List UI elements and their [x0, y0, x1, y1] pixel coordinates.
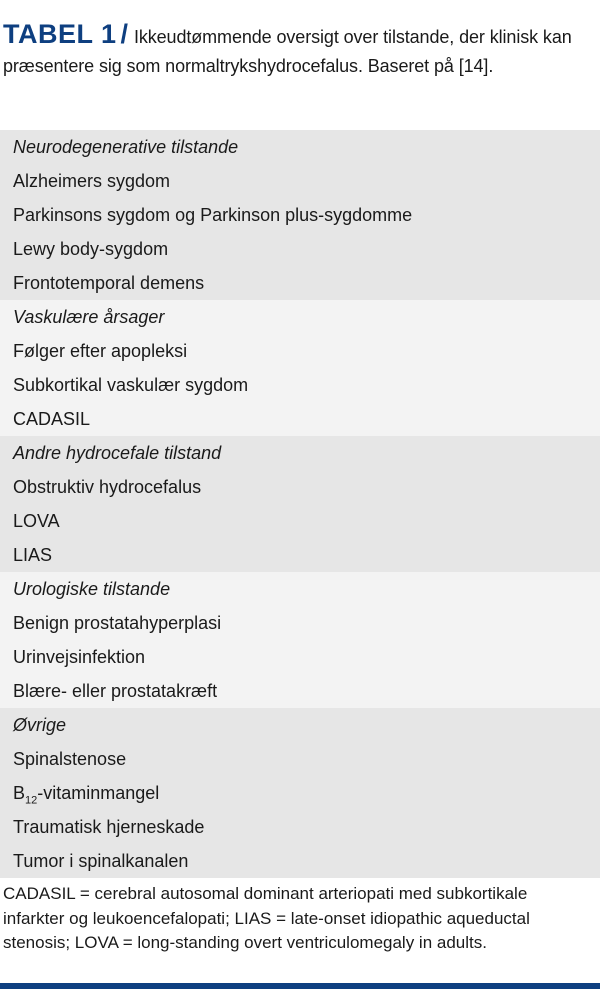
table-caption [3, 20, 583, 81]
table-row-b12 [0, 776, 600, 810]
table-number-label: TABEL 1 [3, 19, 117, 49]
table-row: Frontotemporal demens [13, 273, 205, 293]
table-row: Tumor i spinalkanalen [13, 851, 189, 871]
table-row: Obstruktiv hydrocefalus [13, 477, 202, 497]
group-heading: Neurodegenerative tilstande [13, 137, 239, 157]
table-row: Blære- eller prostatakræft [13, 681, 218, 701]
table-group-hydrocephalic [0, 436, 600, 572]
table-row: CADASIL [13, 409, 91, 429]
table-row: Parkinsons sygdom og Parkinson plus-sygdomme [13, 205, 413, 225]
conditions-table [0, 130, 600, 878]
group-heading: Andre hydrocefale tilstand [13, 443, 222, 463]
b12-suffix: -vitaminmangel [37, 783, 160, 803]
table-footnote: CADASIL = cerebral autosomal dominant arteriopati med subkortikale infarkter og leukoencefalopati; LIAS = late-onset idiopathic aqueductal stenosis; LOVA = long-standing overt ventriculomegaly in adults. [3, 884, 530, 952]
table-row: LIAS [13, 545, 53, 565]
group-heading: Øvrige [13, 715, 67, 735]
group-heading: Vaskulære årsager [13, 307, 165, 327]
table-row: Traumatisk hjerneskade [13, 817, 205, 837]
table-group-neurodegenerative [0, 130, 600, 300]
b12-prefix: B [13, 783, 26, 803]
bottom-rule [0, 983, 600, 989]
group-heading: Urologiske tilstande [13, 579, 171, 599]
table-row: Lewy body-sygdom [13, 239, 169, 259]
table-group-other [0, 708, 600, 878]
table-group-vascular [0, 300, 600, 436]
table-row: Urinvejsinfektion [13, 647, 146, 667]
table-row: Følger efter apopleksi [13, 341, 188, 361]
table-row: Spinalstenose [13, 749, 127, 769]
table-row: Benign prostatahyperplasi [13, 613, 222, 633]
table-row: LOVA [13, 511, 60, 531]
table-row: Alzheimers sygdom [13, 171, 171, 191]
b12-subscript: 12 [25, 794, 38, 807]
caption-text: Ikkeudtømmende oversigt over tilstande, der klinisk kan præsentere sig som normaltrykshydrocefalus. Baseret på [14]. [3, 27, 572, 76]
title-separator: / [120, 19, 128, 49]
table-row: Subkortikal vaskulær sygdom [13, 375, 249, 395]
table-group-urological [0, 572, 600, 708]
